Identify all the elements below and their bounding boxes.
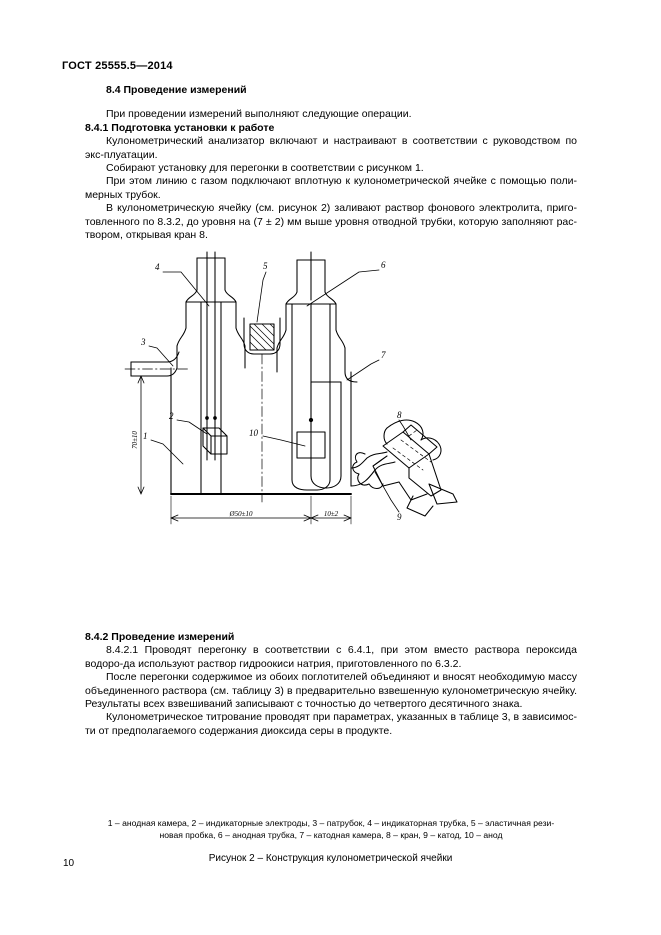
callout-3: 3 <box>140 337 145 347</box>
section-8-4-2-content <box>85 631 577 738</box>
figure-title: Рисунок 2 – Конструкция кулонометрической ячейки <box>208 853 453 864</box>
heading-8-4-2: 8.4.2 Проведение измерений <box>85 631 235 643</box>
callout-1: 1 <box>142 431 147 441</box>
dimension-offset: 10±2 <box>323 510 338 518</box>
callout-7: 7 <box>380 350 385 360</box>
figure-legend-line-1: 1 – анодная камера, 2 – индикаторные электроды, 3 – патрубок, 4 – индикаторная трубка, 5 – эластичная рези- <box>107 818 555 828</box>
page-number: 10 <box>63 858 75 869</box>
callout-8: 8 <box>396 410 401 420</box>
dimension-width: Ø50±10 <box>229 510 252 518</box>
standard-header: ГОСТ 25555.5—2014 <box>62 60 173 72</box>
paragraph-8-4-1-3: При этом линию с газом подключают вплотную к кулонометрической ячейке с помощью поли-мерных трубок. <box>85 175 577 201</box>
callout-5: 5 <box>262 261 267 271</box>
paragraph-8-4-1-1: Кулонометрический анализатор включают и настраивают в соответствии с руководством по экс-плуатации. <box>85 135 577 161</box>
dimension-height: 70±10 <box>130 431 139 449</box>
paragraph-8-4-2-1: 8.4.2.1 Проводят перегонку в соответствии с 6.4.1, при этом вместо раствора пероксида водоро-да используют раствор гидроокиси натрия, приготовленного по 6.3.2. <box>85 644 577 670</box>
callout-9: 9 <box>396 512 401 522</box>
heading-8-4-1: 8.4.1 Подготовка установки к работе <box>85 121 275 134</box>
paragraph-8-4-intro: При проведении измерений выполняют следующие операции. <box>106 108 412 121</box>
section-8-4-content <box>85 84 577 242</box>
callout-4: 4 <box>154 262 159 272</box>
paragraph-8-4-1-2: Собирают установку для перегонки в соответствии с рисунком 1. <box>106 162 424 175</box>
paragraph-8-4-1-4: В кулонометрическую ячейку (см. рисунок 2) заливают раствор фонового электролита, приго-товленного по 8.3.2, до уровня на (7 ± 2) мм выше уровня отводной трубки, которую заполняют рас-твором, открывая кран 8. <box>85 202 577 242</box>
figure-legend <box>78 818 584 841</box>
heading-8-4: 8.4 Проведение измерений <box>106 84 247 96</box>
coulometric-cell-diagram <box>0 250 661 565</box>
callout-10: 10 <box>248 428 258 438</box>
figure-legend-line-2: новая пробка, 6 – анодная трубка, 7 – катодная камера, 8 – кран, 9 – катод, 10 – анод <box>159 829 503 840</box>
paragraph-8-4-2-3: Кулонометрическое титрование проводят при параметрах, указанных в таблице 3, в зависимос-ти от предполагаемого содержания диоксида серы в продукте. <box>85 711 577 737</box>
callout-6: 6 <box>380 260 385 270</box>
callout-2: 2 <box>168 411 173 421</box>
paragraph-8-4-2-2: После перегонки содержимое из обоих поглотителей объединяют и вносят необходимую массу объединенного раствора (см. таблицу 3) в предварительно взвешенную кулонометрическую ячейку. Результаты всех взвешиваний записывают с точностью до четвертого десятичного знака. <box>85 671 577 711</box>
